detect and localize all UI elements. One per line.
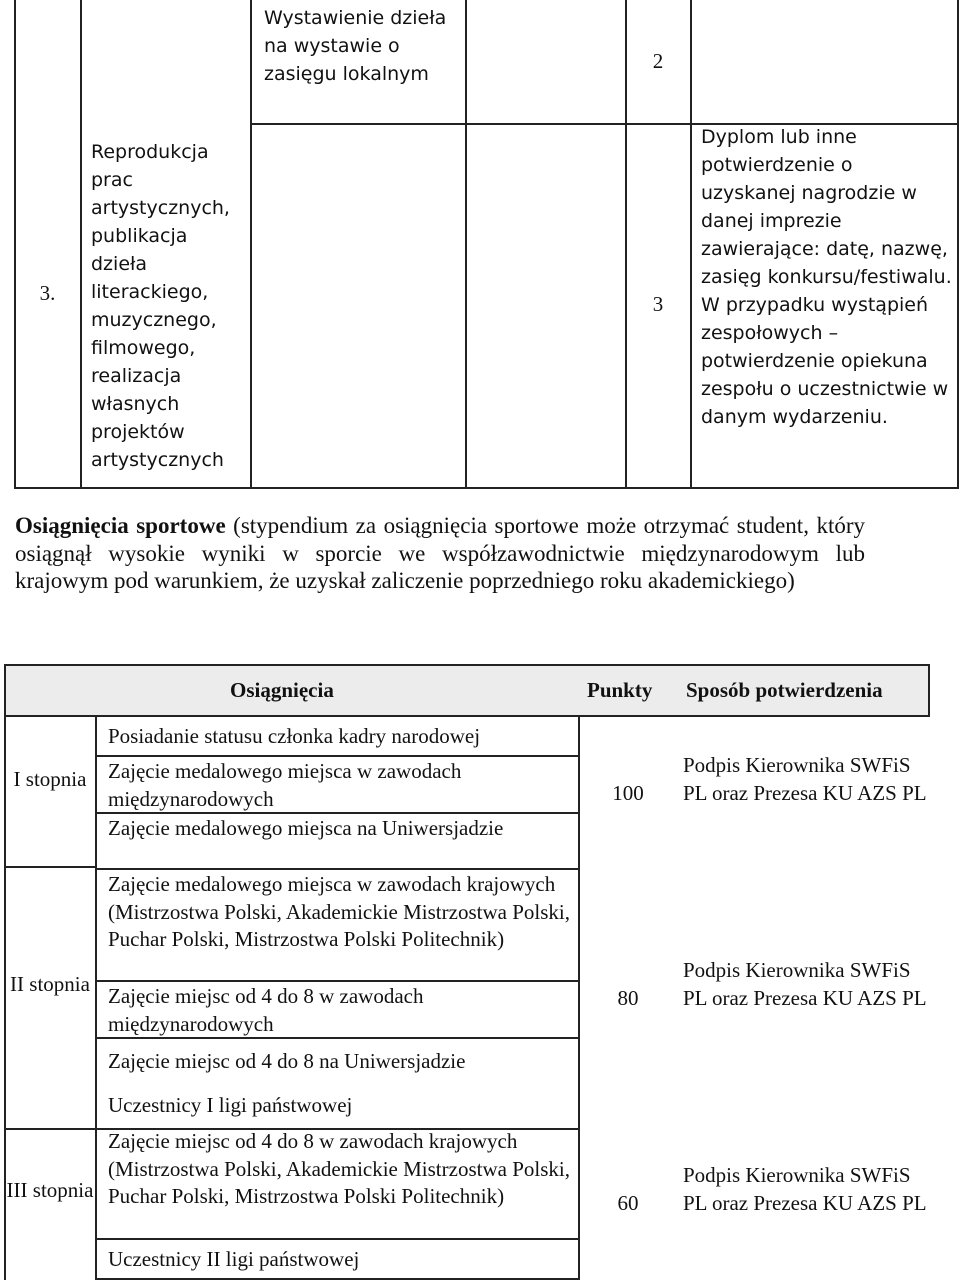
table-border	[957, 0, 959, 488]
table-border	[4, 664, 930, 666]
table-border	[96, 868, 578, 870]
confirmation-cell: Dyplom lub inne potwierdzenie o uzyskanej nagrodzie w danej imprezie zawierające: datę, nazwę, zasięg konkursu/festiwalu. W przypadku wystąpień zespołowych – potwierdzenie opiekuna zespołu o uczestnictwie w danym wydarzeniu.	[701, 126, 952, 428]
table-border	[14, 487, 959, 489]
header-achievements: Osiągnięcia	[230, 678, 334, 702]
row-number: 3.	[39, 281, 56, 305]
table-border	[96, 1238, 578, 1240]
confirmation-value: Podpis Kierownika SWFiS PL oraz Prezesa KU AZS PL	[683, 958, 927, 1010]
table-border	[465, 0, 467, 488]
achievement-item: Zajęcie medalowego miejsca w zawodach krajowych (Mistrzostwa Polski, Akademickie Mistrzostwa Polski, Puchar Polski, Mistrzostwa Polski Politechnik)	[108, 872, 570, 951]
table-border	[928, 664, 930, 716]
achievement-item: Zajęcie medalowego miejsca na Uniwersjadzie	[108, 816, 504, 840]
level-label: II stopnia	[10, 972, 90, 996]
table-border	[4, 715, 930, 717]
points-value: 80	[617, 986, 639, 1010]
table-border	[4, 1128, 96, 1130]
confirmation-value: Podpis Kierownika SWFiS PL oraz Prezesa KU AZS PL	[683, 753, 927, 805]
points-value: 100	[612, 781, 644, 805]
confirmation-value: Podpis Kierownika SWFiS PL oraz Prezesa KU AZS PL	[683, 1163, 927, 1215]
achievement-item: Uczestnicy I ligi państwowej	[108, 1093, 353, 1117]
achievement-item: Zajęcie miejsc od 4 do 8 w zawodach krajowych (Mistrzostwa Polski, Akademickie Mistrzostwa Polski, Puchar Polski, Mistrzostwa Polski Politechnik)	[108, 1129, 570, 1208]
header-confirmation: Sposób potwierdzenia	[686, 678, 883, 702]
points-value: 60	[617, 1191, 639, 1215]
sports-text: (stypendium za osiągnięcia sportowe może otrzymać student, który osiągnął wysokie wyniki w sporcie we współzawodnictwie międzynarodowym lub krajowym pod warunkiem, że uzyskał zaliczenie poprzedniego roku akademickiego)	[15, 513, 865, 593]
achievement-item: Posiadanie statusu członka kadry narodowej	[108, 724, 481, 748]
local-points-cell: 2	[652, 49, 664, 73]
table-border	[4, 664, 6, 716]
achievement-item: Zajęcie medalowego miejsca w zawodach międzynarodowych	[108, 759, 462, 811]
sports-heading: Osiągnięcia sportowe	[15, 513, 226, 538]
table-border	[4, 866, 96, 868]
achievement-item: Uczestnicy II ligi państwowej	[108, 1247, 360, 1271]
table-border	[80, 0, 82, 488]
table-border	[690, 0, 692, 488]
local-activity-cell: Wystawienie dzieła na wystawie o zasięgu lokalnym	[264, 7, 447, 85]
sports-description	[15, 512, 865, 595]
table-border	[250, 0, 252, 488]
table-border	[96, 755, 578, 757]
achievement-item: Zajęcie miejsc od 4 do 8 w zawodach międzynarodowych	[108, 984, 424, 1036]
table-border	[14, 0, 16, 488]
award-points-cell: 3	[652, 292, 664, 316]
table-border	[96, 980, 578, 982]
level-label: III stopnia	[6, 1178, 94, 1202]
category-cell: Reprodukcja prac artystycznych, publikacja dzieła literackiego, muzycznego, filmowego, realizacja własnych projektów artystycznych	[91, 141, 230, 471]
header-points: Punkty	[587, 678, 653, 702]
achievement-item: Zajęcie miejsc od 4 do 8 na Uniwersjadzie	[108, 1049, 466, 1073]
level-label: I stopnia	[13, 767, 87, 791]
